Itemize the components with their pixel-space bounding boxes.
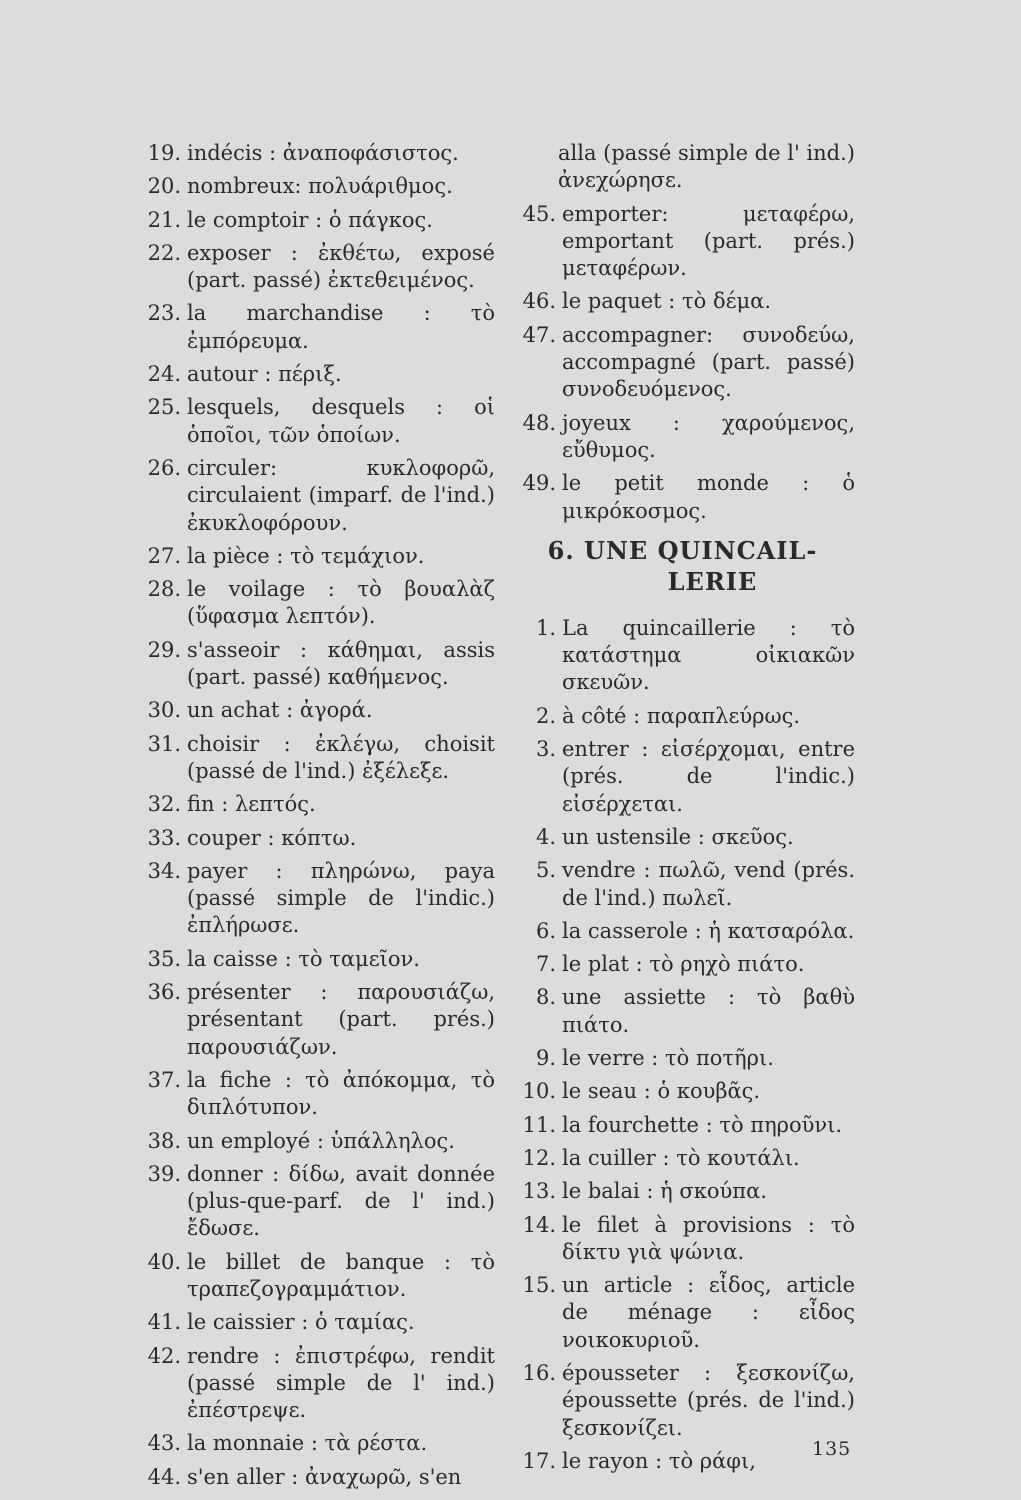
entry-number: 44.: [147, 1464, 181, 1489]
entry-number: 27.: [147, 543, 181, 568]
entry-text: un employé : ὑπάλληλος.: [187, 1128, 455, 1153]
entry-number: 25.: [147, 395, 181, 420]
glossary-entry: [510, 288, 855, 315]
glossary-entry: [510, 615, 855, 697]
glossary-entry: [510, 824, 855, 851]
glossary-entry: [135, 979, 495, 1061]
entry-text: lesquels, desquels : οἱ ὁποῖοι, τῶν ὁποίων.: [187, 395, 495, 447]
entry-text: la cuiller : τὸ κουτάλι.: [562, 1145, 800, 1170]
entry-number: 42.: [147, 1343, 181, 1368]
glossary-entry: [510, 470, 855, 525]
entry-number: 3.: [535, 737, 556, 762]
glossary-entry: [510, 201, 855, 283]
entry-text: donner : δίδω, avait donnée (plus-que-parf. de l' ind.) ἔδωσε.: [187, 1161, 495, 1241]
entry-text: la casserole : ἡ κατσαρόλα.: [562, 918, 855, 943]
entry-number: 11.: [522, 1112, 556, 1137]
entry-number: 19.: [147, 141, 181, 165]
glossary-entry: [135, 697, 495, 724]
entry-text: le balai : ἡ σκούπα.: [562, 1179, 767, 1204]
glossary-entry: [135, 825, 495, 852]
entry-number: 30.: [147, 698, 181, 723]
entry-text: autour : πέριξ.: [187, 362, 342, 387]
entry-number: 41.: [147, 1310, 181, 1335]
entry-text: un ustensile : σκεῦος.: [562, 824, 794, 849]
left-column: [135, 140, 495, 1497]
entry-text: nombreux: πολυάριθμος.: [187, 174, 453, 199]
entry-text: exposer : ἐκθέτω, exposé (part. passé) ἐκτεθειμένος.: [187, 240, 495, 293]
glossary-entry: [135, 300, 495, 355]
entry-text: présenter : παρουσιάζω, présentant (part. prés.) παρουσιάζων.: [187, 980, 495, 1059]
glossary-entry: [135, 731, 495, 786]
glossary-entry: [135, 858, 495, 940]
entry-number: 49.: [522, 471, 556, 496]
entry-text: à côté : παραπλεύρως.: [562, 703, 801, 728]
entry-number: 34.: [147, 858, 181, 883]
entry-text: vendre : πωλῶ, vend (prés. de l'ind.) πωλεῖ.: [562, 858, 855, 910]
entry-text: la marchandise : τὸ ἐμπόρευμα.: [187, 301, 495, 353]
entry-continuation: alla (passé simple de l' ind.) ἀνεχώρησε.: [558, 141, 855, 193]
entry-number: 31.: [147, 731, 181, 756]
glossary-entry: [135, 173, 495, 200]
entry-number: 14.: [522, 1212, 556, 1237]
entry-number: 33.: [147, 825, 181, 850]
entry-text: le seau : ὁ κουβᾶς.: [562, 1079, 761, 1104]
entry-text: fin : λεπτός.: [187, 792, 316, 817]
glossary-entry: [135, 637, 495, 692]
glossary-entry: [135, 207, 495, 234]
glossary-entry: [510, 1448, 855, 1475]
entry-text: indécis : ἀναποφάσιστος.: [187, 141, 459, 165]
right-column: [510, 140, 855, 1481]
entry-text: le verre : τὸ ποτῆρι.: [562, 1046, 774, 1071]
glossary-entry: [510, 736, 855, 818]
entry-number: 10.: [522, 1079, 556, 1104]
glossary-entry: [510, 1178, 855, 1205]
entry-number: 37.: [147, 1067, 181, 1092]
entry-number: 29.: [147, 637, 181, 662]
entry-number: 9.: [535, 1046, 556, 1071]
entry-text: payer : πληρώνω, paya (passé simple de l'indic.) ἐπλήρωσε.: [187, 858, 495, 938]
entry-number: 35.: [147, 946, 181, 971]
entry-text: circuler: κυκλοφορῶ, circulaient (imparf. de l'ind.) ἐκυκλοφόρουν.: [187, 455, 495, 535]
entry-text: joyeux : χαρούμενος, εὔθυμος.: [562, 410, 855, 462]
entry-number: 40.: [147, 1249, 181, 1274]
glossary-entry: [510, 410, 855, 465]
entry-text: la caisse : τὸ ταμεῖον.: [187, 946, 420, 971]
entry-number: 16.: [522, 1360, 556, 1385]
entry-text: le plat : τὸ ρηχὸ πιάτο.: [562, 952, 805, 977]
entry-text: rendre : ἐπιστρέφω, rendit (passé simple de l' ind.) ἐπέστρεψε.: [187, 1343, 495, 1423]
glossary-entry: [135, 1309, 495, 1336]
glossary-entry: [135, 946, 495, 973]
entry-text: un achat : ἀγορά.: [187, 698, 373, 723]
glossary-entry: [135, 1249, 495, 1304]
entry-text: la pièce : τὸ τεμάχιον.: [187, 543, 425, 568]
entry-text: le paquet : τὸ δέμα.: [562, 289, 772, 314]
entry-text: accompagner: συνοδεύω, accompagné (part. passé) συνοδευόμενος.: [562, 322, 855, 402]
entry-number: 22.: [147, 240, 181, 265]
entry-number: 8.: [535, 985, 556, 1010]
glossary-entry: [510, 918, 855, 945]
glossary-entry: [135, 240, 495, 295]
entry-number: 39.: [147, 1161, 181, 1186]
entry-text: le filet à provisions : τὸ δίκτυ γιὰ ψώνια.: [562, 1212, 855, 1264]
entry-text: la fourchette : τὸ πηροῦνι.: [562, 1112, 843, 1137]
entry-number: 5.: [535, 858, 556, 883]
glossary-entry: [135, 394, 495, 449]
glossary-entry: [135, 576, 495, 631]
entry-text: le comptoir : ὁ πάγκος.: [187, 207, 433, 232]
entry-number: 26.: [147, 455, 181, 480]
entry-number: 46.: [522, 289, 556, 314]
entry-number: 6.: [535, 918, 556, 943]
entry-text: la fiche : τὸ ἀπόκομμα, τὸ διπλότυπον.: [187, 1067, 495, 1120]
entry-text: la monnaie : τὰ ρέστα.: [187, 1431, 428, 1456]
section-heading: [510, 535, 855, 597]
entry-text: le caissier : ὁ ταμίας.: [187, 1310, 415, 1335]
entry-text: couper : κόπτω.: [187, 825, 357, 850]
entry-number: 43.: [147, 1431, 181, 1456]
entry-text: s'asseoir : κάθημαι, assis (part. passé) καθήμενος.: [187, 637, 495, 690]
glossary-entry: [510, 1212, 855, 1267]
glossary-entry: [510, 1045, 855, 1072]
entry-text: une assiette : τὸ βαθὺ πιάτο.: [562, 985, 855, 1037]
glossary-entry: [135, 1161, 495, 1243]
entry-number: 7.: [535, 952, 556, 977]
glossary-entry: [135, 1128, 495, 1155]
entry-number: 28.: [147, 577, 181, 602]
glossary-entry: [135, 543, 495, 570]
entry-number: 12.: [522, 1145, 556, 1170]
section-heading-line-1: 6. UNE QUINCAIL-: [547, 535, 818, 565]
glossary-entry: [510, 1078, 855, 1105]
glossary-entry: [510, 857, 855, 912]
entry-number: 32.: [147, 792, 181, 817]
entry-number: 17.: [522, 1448, 556, 1473]
glossary-entry: [135, 455, 495, 537]
entry-text: emporter: μεταφέρω, emportant (part. prés.) μεταφέρων.: [562, 201, 855, 281]
glossary-entry: [135, 791, 495, 818]
entry-text: choisir : ἐκλέγω, choisit (passé de l'ind.) ἐξέλεξε.: [187, 731, 495, 783]
entry-text: le billet de banque : τὸ τραπεζογραμμάτιον.: [187, 1249, 495, 1301]
entry-number: 24.: [147, 362, 181, 387]
entry-number: 2.: [535, 703, 556, 728]
glossary-entry: [510, 1360, 855, 1442]
glossary-entry: [135, 1430, 495, 1457]
entry-text: le petit monde : ὁ μικρόκοσμος.: [562, 471, 855, 523]
entry-number: 45.: [522, 201, 556, 226]
entry-text: entrer : εἰσέρχομαι, entre (prés. de l'indic.) εἰσέρχεται.: [562, 737, 855, 816]
glossary-entry: [510, 1145, 855, 1172]
entry-number: 1.: [535, 615, 556, 640]
entry-text: s'en aller : ἀναχωρῶ, s'en: [187, 1464, 462, 1489]
page-number: 135: [812, 1438, 852, 1460]
glossary-entry: [510, 1272, 855, 1354]
entry-number: 21.: [147, 207, 181, 232]
glossary-entry: [135, 361, 495, 388]
entry-text: épousseter : ξεσκονίζω, époussette (prés. de l'ind.) ξεσκονίζει.: [562, 1360, 855, 1440]
entry-number: 23.: [147, 301, 181, 326]
glossary-entry: [510, 984, 855, 1039]
entry-number: 4.: [535, 824, 556, 849]
entry-text: La quincaillerie : τὸ κατάστημα οἰκιακῶν σκευῶν.: [562, 615, 855, 695]
glossary-entry: [135, 1343, 495, 1425]
entry-number: 15.: [522, 1273, 556, 1298]
entry-number: 36.: [147, 980, 181, 1005]
glossary-entry: [510, 951, 855, 978]
entry-text: le rayon : τὸ ράφι,: [562, 1448, 756, 1473]
entry-number: 47.: [522, 322, 556, 347]
entry-number: 20.: [147, 174, 181, 199]
glossary-entry: [510, 703, 855, 730]
glossary-entry: [510, 322, 855, 404]
entry-text: le voilage : τὸ βουαλὰζ (ὕφασμα λεπτόν).: [187, 577, 495, 629]
glossary-entry: [135, 1067, 495, 1122]
section-heading-line-2: LERIE: [667, 566, 758, 596]
entry-text: un article : εἶδος, article de ménage : εἶδος νοικοκυριοῦ.: [562, 1273, 855, 1352]
entry-number: 38.: [147, 1128, 181, 1153]
entry-number: 48.: [522, 410, 556, 435]
glossary-entry: [135, 140, 495, 167]
entry-number: 13.: [522, 1179, 556, 1204]
glossary-entry: [510, 1112, 855, 1139]
glossary-entry: [135, 1464, 495, 1491]
